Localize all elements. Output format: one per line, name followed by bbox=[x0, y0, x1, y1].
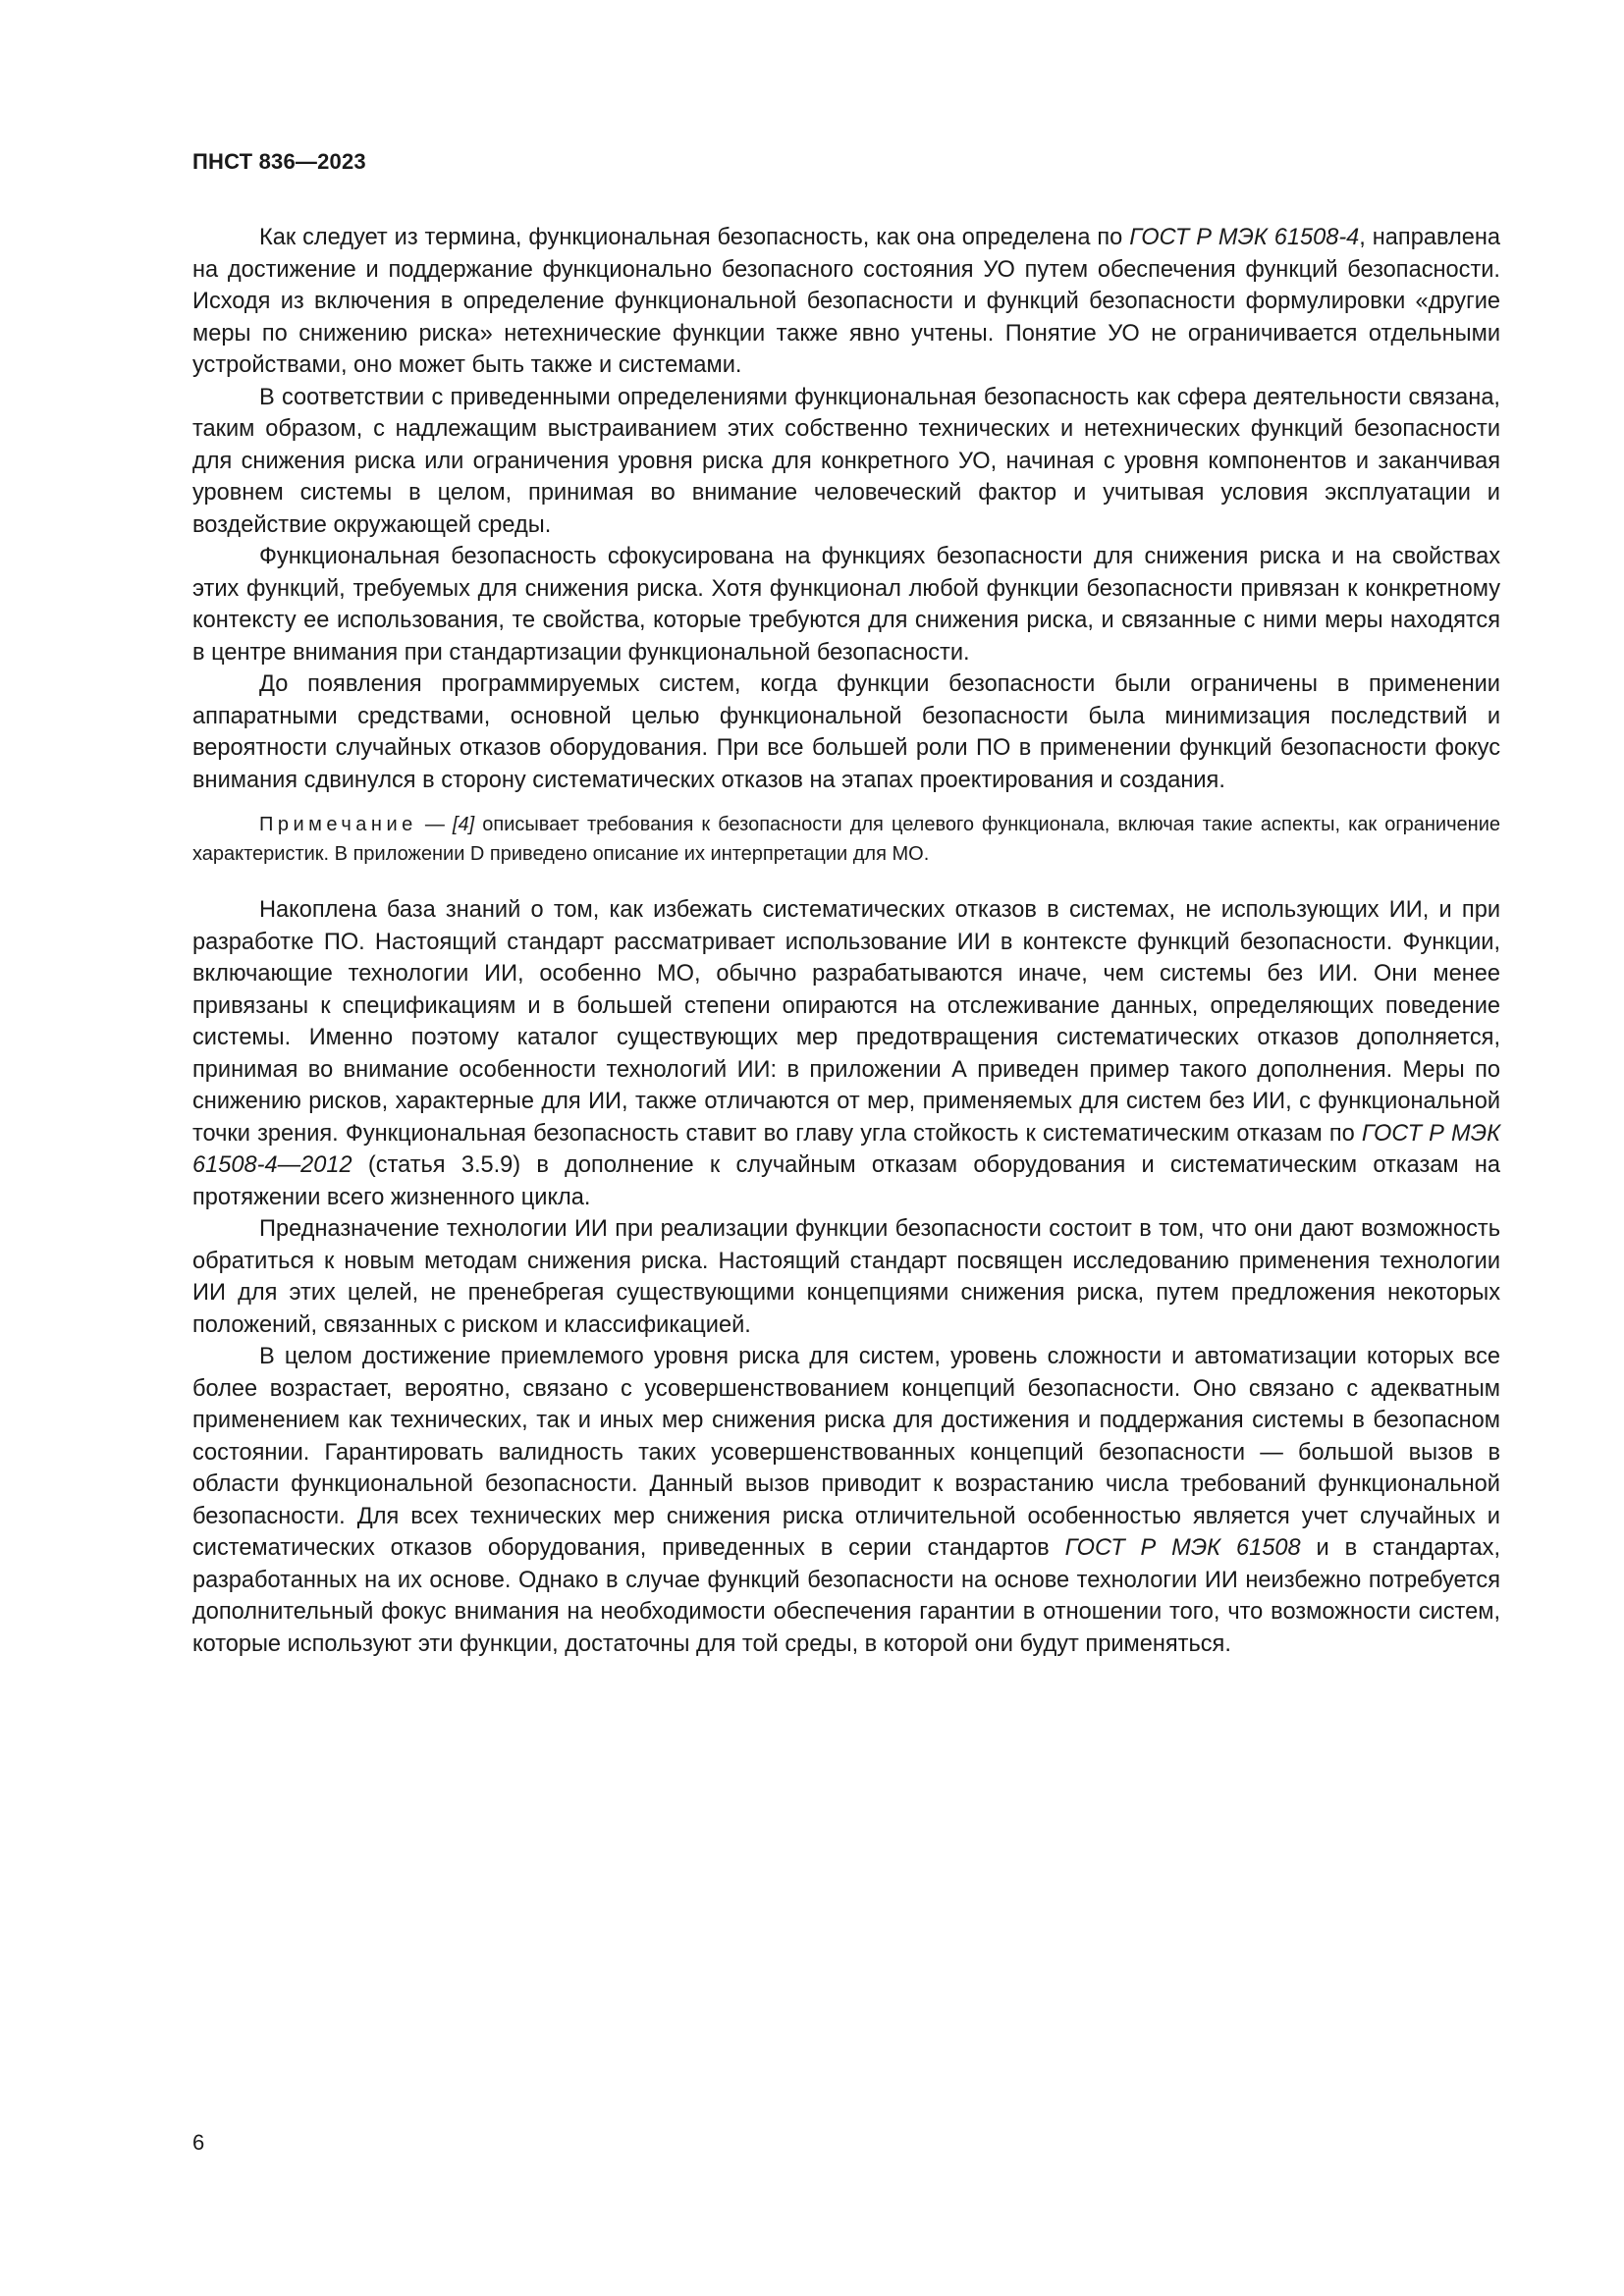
paragraph-5-text-b: (статья 3.5.9) в дополнение к случайным отказам оборудования и систематическим отказам на протяжении всего жизненного цикла. bbox=[192, 1152, 1500, 1210]
paragraph-5 bbox=[192, 894, 1500, 1213]
note-text: описывает требования к безопасности для целевого функционала, включая такие аспекты, как ограничение характеристик. В приложении D приведено описание их интерпретации для МО. bbox=[192, 814, 1500, 865]
standard-reference: ГОСТ Р МЭК 61508 bbox=[1064, 1535, 1301, 1561]
standard-reference: ГОСТ Р МЭК 61508-4 bbox=[1129, 225, 1360, 250]
note-block bbox=[192, 810, 1500, 869]
paragraph-3: Функциональная безопасность сфокусирована на функциях безопасности для снижения риска и на свойствах этих функций, требуемых для снижения риска. Хотя функционал любой функции безопасности привязан к конкретному контексту ее использования, те свойства, которые требуются для снижения риска, и связанные с ними меры находятся в центре внимания при стандартизации функциональной безопасности. bbox=[192, 544, 1500, 666]
paragraph-4: До появления программируемых систем, когда функции безопасности были ограничены в применении аппаратными средствами, основной целью функциональной безопасности была минимизация последствий и вероятности случайных отказов оборудования. При все большей роли ПО в применении функций безопасности фокус внимания сдвинулся в сторону систематических отказов на этапах проектирования и создания. bbox=[192, 671, 1500, 793]
page-number: 6 bbox=[192, 2130, 205, 2155]
bibliography-reference: [4] bbox=[452, 814, 475, 835]
note-dash: — bbox=[416, 814, 453, 835]
paragraph-5-text-a: Накоплена база знаний о том, как избежать систематических отказов в системах, не использующих ИИ, и при разработке ПО. Настоящий стандарт рассматривает использование ИИ в контексте функций безопасности. Функции, включающие технологии ИИ, особенно МО, обычно разрабатываются иначе, чем системы без ИИ. Они менее привязаны к спецификациям и в большей степени опираются на отслеживание данных, определяющих поведение системы. Именно поэтому каталог существующих мер предотвращения систематических отказов дополняется, принимая во внимание особенности технологий ИИ: в приложении А приведен пример такого дополнения. Меры по снижению рисков, характерные для ИИ, также отличаются от мер, применяемых для систем без ИИ, с функциональной точки зрения. Функциональная безопасность ставит во главу угла стойкость к систематическим отказам по bbox=[192, 897, 1500, 1147]
paragraph-6: Предназначение технологии ИИ при реализации функции безопасности состоит в том, что они дают возможность обратиться к новым методам снижения риска. Настоящий стандарт посвящен исследованию применения технологии ИИ для этих целей, не пренебрегая существующими концепциями снижения риска, путем предложения некоторых положений, связанных с риском и классификацией. bbox=[192, 1216, 1500, 1338]
paragraph-2: В соответствии с приведенными определениями функциональная безопасность как сфера деятельности связана, таким образом, с надлежащим выстраиванием этих собственно технических и нетехнических функций безопасности для снижения риска или ограничения уровня риска для конкретного УО, начиная с уровня компонентов и заканчивая уровнем системы в целом, принимая во внимание человеческий фактор и учитывая условия эксплуатации и воздействие окружающей среды. bbox=[192, 384, 1500, 538]
paragraph-1 bbox=[192, 222, 1500, 382]
paragraph-7-text-a: В целом достижение приемлемого уровня риска для систем, уровень сложности и автоматизации которых все более возрастает, вероятно, связано с усовершенствованием концепций безопасности. Оно связано с адекватным применением как технических, так и иных мер снижения риска для достижения и поддержания системы в безопасном состоянии. Гарантировать валидность таких усовершенствованных концепций безопасности — большой вызов в области функциональной безопасности. Данный вызов приводит к возрастанию числа требований функциональной безопасности. Для всех технических мер снижения риска отличительной особенностью является учет случайных и систематических отказов оборудования, приведенных в серии стандартов bbox=[192, 1344, 1500, 1561]
paragraph-1-text-a: Как следует из термина, функциональная безопасность, как она определена по bbox=[259, 225, 1130, 250]
note-label: Примечание bbox=[259, 814, 417, 835]
paragraph-1-text-b: , направлена на достижение и поддержание функционально безопасного состояния УО путем обеспечения функций безопасности. Исходя из включения в определение функциональной безопасности и функций безопасности формулировки «другие меры по снижению риска» нетехнические функции также явно учтены. Понятие УО не ограничивается отдельными устройствами, оно может быть также и системами. bbox=[192, 225, 1500, 378]
standard-reference: ГОСТ Р МЭК 61508-4—2012 bbox=[192, 1120, 1500, 1178]
paragraph-7-text-b: и в стандартах, разработанных на их основе. Однако в случае функций безопасности на основе технологии ИИ неизбежно потребуется дополнительный фокус внимания на необходимости обеспечения гарантии в отношении того, что возможности систем, которые используют эти функции, достаточны для той среды, в которой они будут применяться. bbox=[192, 1535, 1501, 1657]
paragraph-7 bbox=[192, 1341, 1500, 1660]
document-id-header: ПНСТ 836—2023 bbox=[192, 149, 366, 174]
document-body bbox=[192, 222, 1500, 1660]
